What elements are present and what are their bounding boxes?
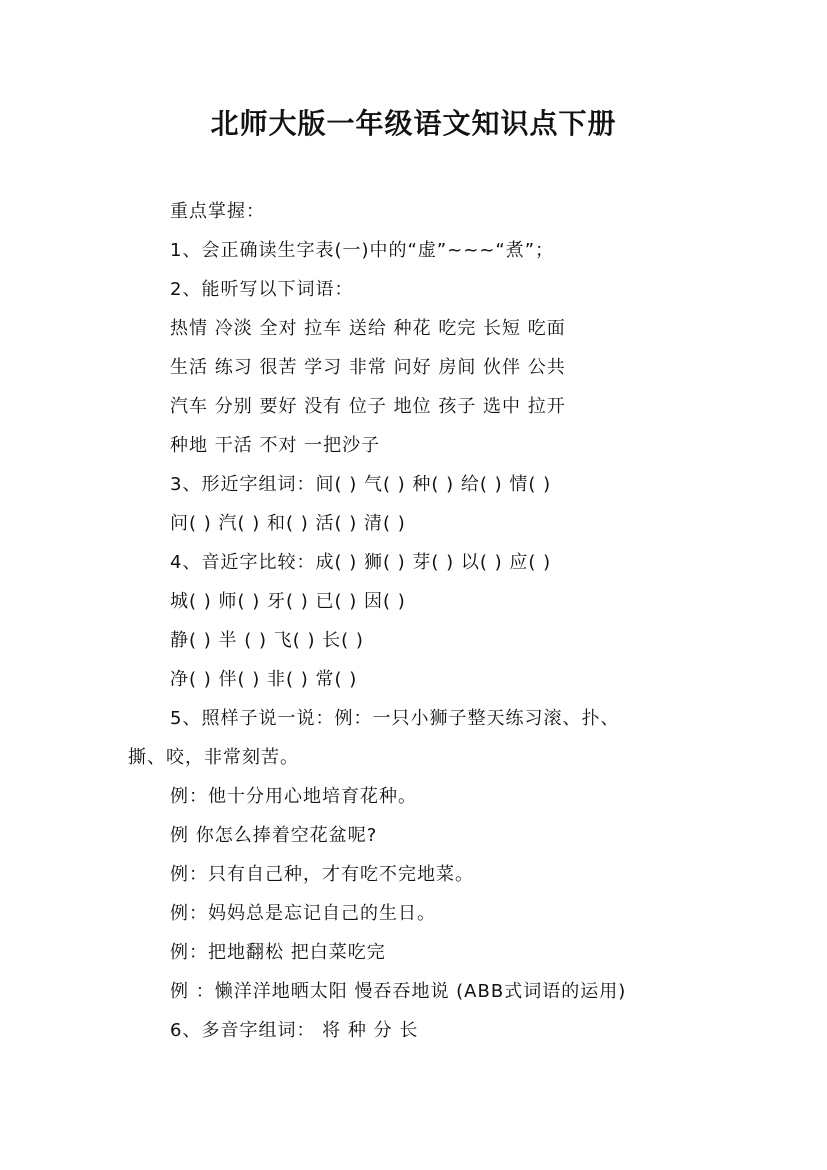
example-sentence: 例：妈妈总是忘记自己的生日。 — [170, 903, 436, 924]
example-sentence: 例：他十分用心地培育花种。 — [170, 786, 417, 807]
homophone-row: 城( ) 师( ) 牙( ) 已( ) 因( ) — [170, 591, 406, 612]
example-continuation: 撕、咬，非常刻苦。 — [128, 747, 299, 768]
example-sentence: 例：把地翻松 把白菜吃完 — [170, 942, 386, 963]
example-sentence: 例 你怎么捧着空花盆呢? — [170, 825, 378, 846]
homophone-row: 净( ) 伴( ) 非( ) 常( ) — [170, 669, 358, 690]
word-list-row: 热情 冷淡 全对 拉车 送给 种花 吃完 长短 吃面 — [170, 318, 566, 339]
word-list-row: 种地 干活 不对 一把沙子 — [170, 435, 381, 456]
point-3-similar-characters: 3、形近字组词：间( ) 气( ) 种( ) 给( ) 情( ) — [170, 474, 552, 495]
point-5-example-sentences: 5、照样子说一说：例：一只小狮子整天练习滚、扑、 — [170, 708, 620, 729]
word-list-row: 生活 练习 很苦 学习 非常 问好 房间 伙伴 公共 — [170, 357, 566, 378]
example-sentence: 例：只有自己种，才有吃不完地菜。 — [170, 864, 474, 885]
homophone-row: 静( ) 半 ( ) 飞( ) 长( ) — [170, 630, 364, 651]
document-title: 北师大版一年级语文知识点下册 — [210, 107, 617, 140]
point-2-dictation-heading: 2、能听写以下词语： — [170, 279, 354, 300]
point-6-polyphonic-characters: 6、多音字组词： 将 种 分 长 — [170, 1020, 419, 1041]
example-sentence: 例 ：懒洋洋地晒太阳 慢吞吞地说 (ABB式词语的运用) — [170, 981, 627, 1002]
similar-characters-row: 问( ) 汽( ) 和( ) 活( ) 清( ) — [170, 513, 406, 534]
point-4-homophone-comparison: 4、音近字比较：成( ) 狮( ) 芽( ) 以( ) 应( ) — [170, 552, 552, 573]
document-body — [0, 192, 827, 1050]
point-1-read-characters: 1、会正确读生字表(一)中的“虚”~~~“煮”； — [170, 240, 555, 261]
word-list-row: 汽车 分别 要好 没有 位子 地位 孩子 选中 拉开 — [170, 396, 566, 417]
section-heading-key-points: 重点掌握： — [170, 201, 265, 222]
